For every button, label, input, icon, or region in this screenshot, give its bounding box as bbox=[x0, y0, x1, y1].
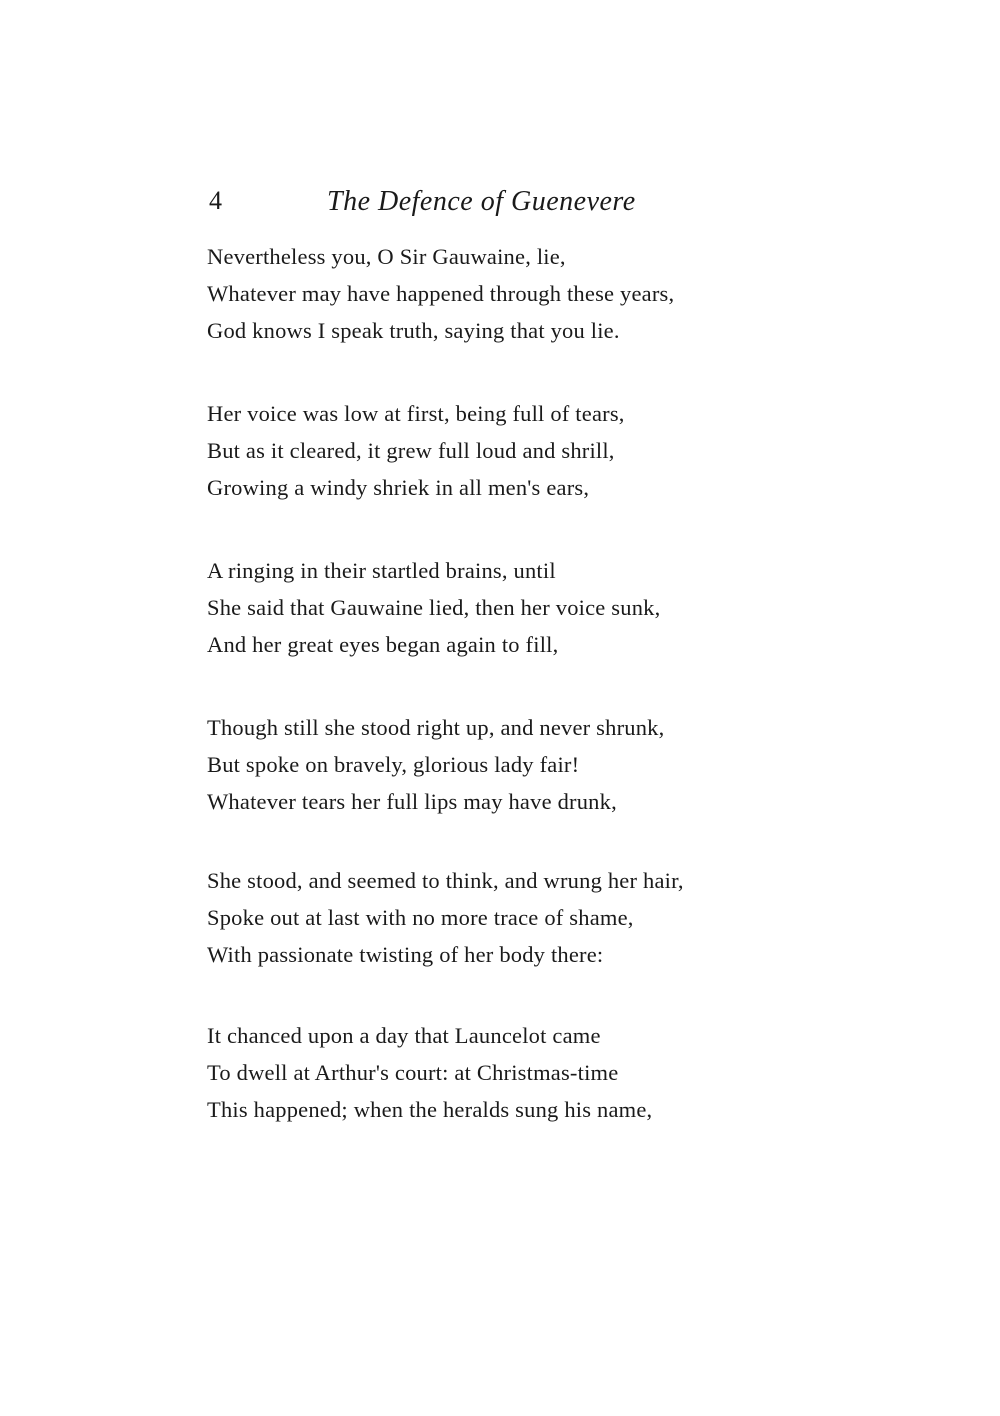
running-title: The Defence of Guenevere bbox=[327, 186, 636, 217]
verse-line: To dwell at Arthur's court: at Christmas-time bbox=[207, 1060, 619, 1085]
stanza bbox=[207, 709, 767, 820]
verse-line: And her great eyes began again to fill, bbox=[207, 632, 559, 657]
verse-line: Nevertheless you, O Sir Gauwaine, lie, bbox=[207, 244, 566, 269]
stanza bbox=[207, 862, 767, 973]
verse-line: Spoke out at last with no more trace of shame, bbox=[207, 905, 634, 930]
verse-line: God knows I speak truth, saying that you lie. bbox=[207, 318, 620, 343]
verse-line: Whatever may have happened through these years, bbox=[207, 281, 675, 306]
verse-line: She stood, and seemed to think, and wrung her hair, bbox=[207, 868, 684, 893]
verse-line: But spoke on bravely, glorious lady fair! bbox=[207, 752, 580, 777]
running-head bbox=[209, 186, 669, 226]
stanza bbox=[207, 395, 767, 506]
verse-line: It chanced upon a day that Launcelot came bbox=[207, 1023, 601, 1048]
verse-line: With passionate twisting of her body there: bbox=[207, 942, 604, 967]
stanza bbox=[207, 238, 767, 349]
verse-line: Whatever tears her full lips may have drunk, bbox=[207, 789, 617, 814]
verse-line: But as it cleared, it grew full loud and shrill, bbox=[207, 438, 615, 463]
verse-line: Growing a windy shriek in all men's ears, bbox=[207, 475, 590, 500]
stanza bbox=[207, 1017, 767, 1128]
stanza bbox=[207, 552, 767, 663]
verse-line: A ringing in their startled brains, until bbox=[207, 558, 556, 583]
verse-line: Her voice was low at first, being full of tears, bbox=[207, 401, 625, 426]
verse-line: This happened; when the heralds sung his name, bbox=[207, 1097, 653, 1122]
verse-line: Though still she stood right up, and never shrunk, bbox=[207, 715, 665, 740]
verse-line: She said that Gauwaine lied, then her voice sunk, bbox=[207, 595, 661, 620]
page-number: 4 bbox=[209, 186, 222, 215]
